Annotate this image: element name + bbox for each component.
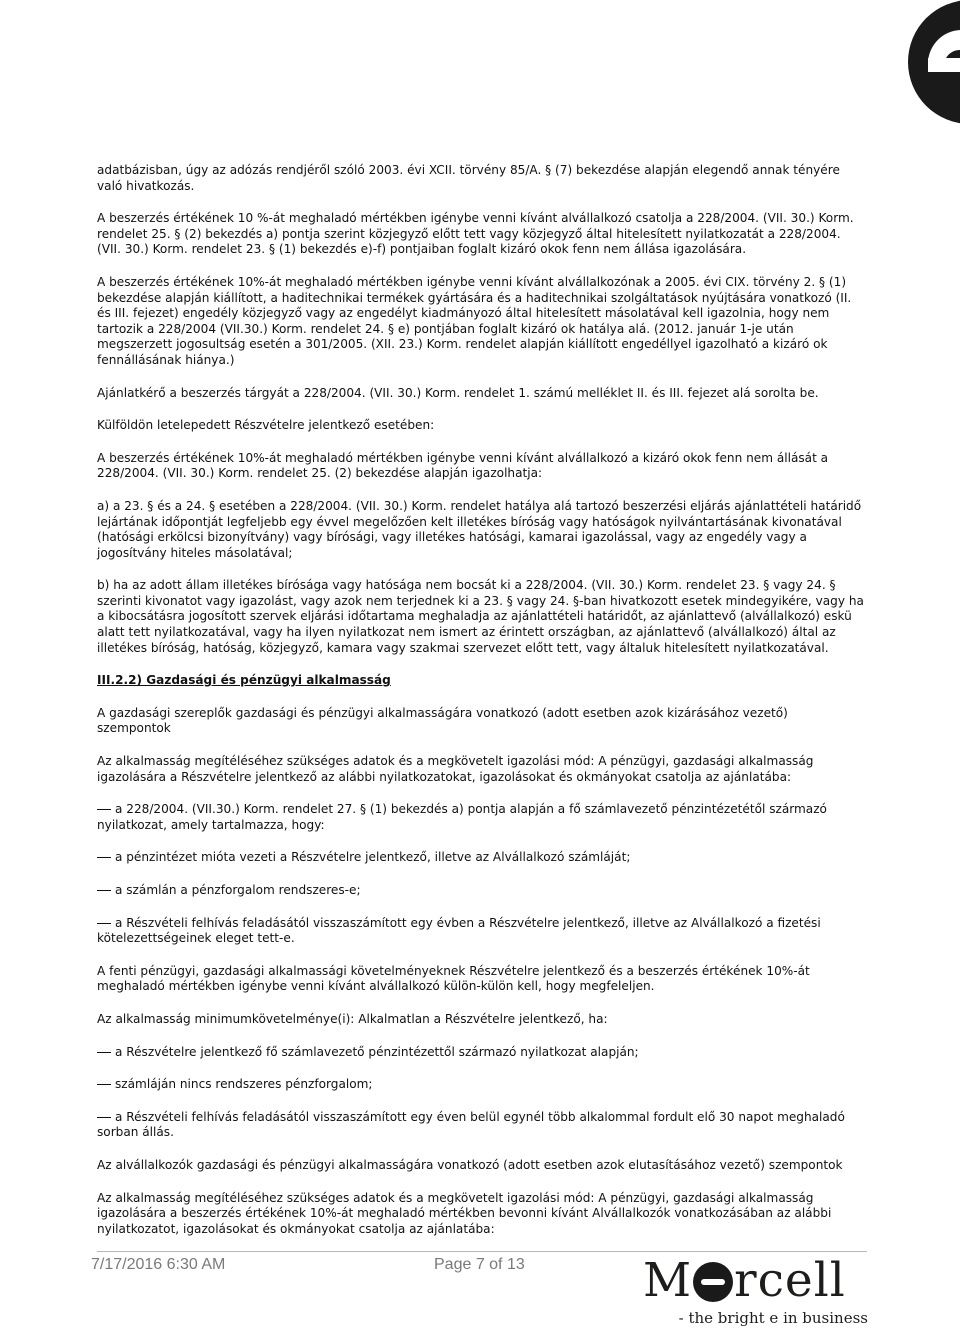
- paragraph: Az alkalmasság megítéléséhez szükséges adatok és a megkövetelt igazolási mód: A pénzügyi, gazdasági alkalmasság igazolására a Részvételre jelentkező az alábbi nyilatkozatokat, igazolásokat és okmányokat csatolja az ajánlatába:: [97, 754, 814, 784]
- dash-bullet-icon: [97, 890, 111, 891]
- marcell-brand-logo: [643, 1253, 868, 1329]
- footer-divider: [97, 1251, 867, 1252]
- dash-bullet-icon: [97, 923, 111, 924]
- dash-list-item: a Részvételre jelentkező fő számlavezető pénzintézettől származó nyilatkozat alapján;: [97, 1045, 865, 1061]
- section-heading: III.2.2) Gazdasági és pénzügyi alkalmasság: [97, 673, 391, 688]
- dash-bullet-icon: [97, 857, 111, 858]
- dash-list-item: a pénzintézet mióta vezeti a Részvételre jelentkező, illetve az Alvállalkozó számláját;: [97, 850, 865, 866]
- paragraph: Az alkalmasság megítéléséhez szükséges adatok és a megkövetelt igazolási mód: A pénzügyi, gazdasági alkalmasság igazolására a beszerzés értékének 10%-át meghaladó mértékben bevonni kívánt Alvállalkozók vonatkozásában az alábbi nyilatkozatot, igazolásokat és okmányokat csatolja az ajánlatába:: [97, 1190, 832, 1236]
- paragraph: A gazdasági szereplők gazdasági és pénzügyi alkalmasságára vonatkozó (adott esetben azok kizárásához vezető) szempontok: [97, 705, 788, 736]
- paragraph: a) a 23. § és a 24. § esetében a 228/2004. (VII. 30.) Korm. rendelet hatálya alá tartozó beszerzési eljárás ajánlattételi határidő lejártának időpontját legfeljebb egy évvel megelőzően kelt illetékes bíróság vagy hatóságok nyilvántartásának kivonatával (hatósági erkölcsi bizonyítvány) vagy bírósági, vagy illetékes hatósági, kamarai igazolással, vagy az engedély vagy a jogosítvány hiteles másolatával;: [97, 498, 862, 560]
- footer-date: 7/17/2016 6:30 AM: [91, 1256, 226, 1273]
- dash-bullet-icon: [97, 1052, 111, 1053]
- document-body: [97, 163, 865, 1254]
- paragraph: Ajánlatkérő a beszerzés tárgyát a 228/2004. (VII. 30.) Korm. rendelet 1. számú melléklet II. és III. fejezet alá sorolta be.: [97, 385, 819, 400]
- brand-wordmark: M rcell: [643, 1253, 846, 1308]
- paragraph: Külföldön letelepedett Részvételre jelentkező esetében:: [97, 418, 435, 433]
- brand-tagline: - the bright e in business: [678, 1309, 868, 1327]
- dash-bullet-icon: [97, 1084, 111, 1085]
- dash-list-item: a Részvételi felhívás feladásától visszaszámított egy évben a Részvételre jelentkező, illetve az Alvállalkozó a fizetési kötelezettségeinek eleget tett-e.: [97, 915, 821, 946]
- dash-list-item: a 228/2004. (VII.30.) Korm. rendelet 27. § (1) bekezdés a) pontja alapján a fő számlavezető pénzintézetétől származó nyilatkozat, amely tartalmazza, hogy:: [97, 802, 827, 832]
- paragraph: Az alvállalkozók gazdasági és pénzügyi alkalmasságára vonatkozó (adott esetben azok elutasításához vezető) szempontok: [97, 1157, 843, 1172]
- paragraph: A fenti pénzügyi, gazdasági alkalmassági követelményeknek Részvételre jelentkező és a beszerzés értékének 10%-át meghaladó mértékben igénybe venni kívánt alvállalkozó külön-külön kell, hogy megfeleljen.: [97, 963, 810, 994]
- dash-list-item: a Részvételi felhívás feladásától visszaszámított egy éven belül egynél több alkalommal fordult elő 30 napot meghaladó sorban állás.: [97, 1109, 845, 1140]
- brand-e-icon: [693, 1262, 733, 1302]
- dash-bullet-icon: [97, 809, 111, 810]
- paragraph: A beszerzés értékének 10%-át meghaladó mértékben igénybe venni kívánt alvállalkozó a kizáró okok fenn nem állását a 228/2004. (VII. 30.) Korm. rendelet 25. (2) bekezdése alapján igazolhatja:: [97, 450, 829, 481]
- dash-list-item: a számlán a pénzforgalom rendszeres-e;: [97, 883, 865, 899]
- dash-bullet-icon: [97, 1117, 111, 1118]
- marcell-e-logo-icon: [870, 0, 960, 130]
- paragraph: Az alkalmasság minimumkövetelménye(i): Alkalmatlan a Részvételre jelentkező, ha:: [97, 1011, 608, 1026]
- paragraph: b) ha az adott állam illetékes bírósága vagy hatósága nem bocsát ki a 228/2004. (VII. 30.) Korm. rendelet 23. § vagy 24. § szerinti kivonatot vagy igazolást, vagy azok nem terjednek ki a 23. § vagy 24. §-ban hivatkozott esetek mindegyikére, vagy ha a kibocsátásra jogosított szervek eljárási időtartama meghaladja az ajánlattételi határidőt, az ajánlattevő (alvállalkozó) eskü alatt tett nyilatkozatával, vagy ha ilyen nyilatkozat nem ismert az érintett országban, az ajánlattevő (alvállalkozó) által az illetékes bíróság, hatóság, közjegyző, kamara vagy szakmai szervezet előtt tett, vagy általuk hitelesített nyilatkozatával.: [97, 578, 864, 655]
- paragraph: adatbázisban, úgy az adózás rendjéről szóló 2003. évi XCII. törvény 85/A. § (7) bekezdése alapján elegendő annak tényére való hivatkozás.: [97, 163, 840, 193]
- dash-list-item: számláján nincs rendszeres pénzforgalom;: [97, 1077, 865, 1093]
- footer-page-number: Page 7 of 13: [434, 1256, 525, 1273]
- paragraph: A beszerzés értékének 10%-át meghaladó mértékben igénybe venni kívánt alvállalkozónak a 2005. évi CIX. törvény 2. § (1) bekezdése alapján kiállított, a haditechnikai termékek gyártására és a haditechnikai szolgáltatások nyújtására vonatkozó (II. és III. fejezet) engedély közjegyző vagy az engedélyt kiadmányozó által hitelesített másolatával kell igazolnia, hogy nem tartozik a 228/2004 (VII.30.) Korm. rendelet 24. § e) pontjában foglalt kizáró ok hatálya alá. (2012. január 1-je után megszerzett jogosultság esetén a 301/2005. (XII. 23.) Korm. rendelet alapján kiállított engedéllyel igazolható a kizáró ok fennállásának hiánya.): [97, 274, 852, 367]
- paragraph: A beszerzés értékének 10 %-át meghaladó mértékben igénybe venni kívánt alvállalkozó csatolja a 228/2004. (VII. 30.) Korm. rendelet 25. § (2) bekezdés a) pontja szerint közjegyző előtt tett vagy közjegyző által hitelesített nyilatkozatát a 228/2004. (VII. 30.) Korm. rendelet 23. § (1) bekezdés e)-f) pontjaiban foglalt kizáró okok fenn nem állása igazolására.: [97, 211, 854, 257]
